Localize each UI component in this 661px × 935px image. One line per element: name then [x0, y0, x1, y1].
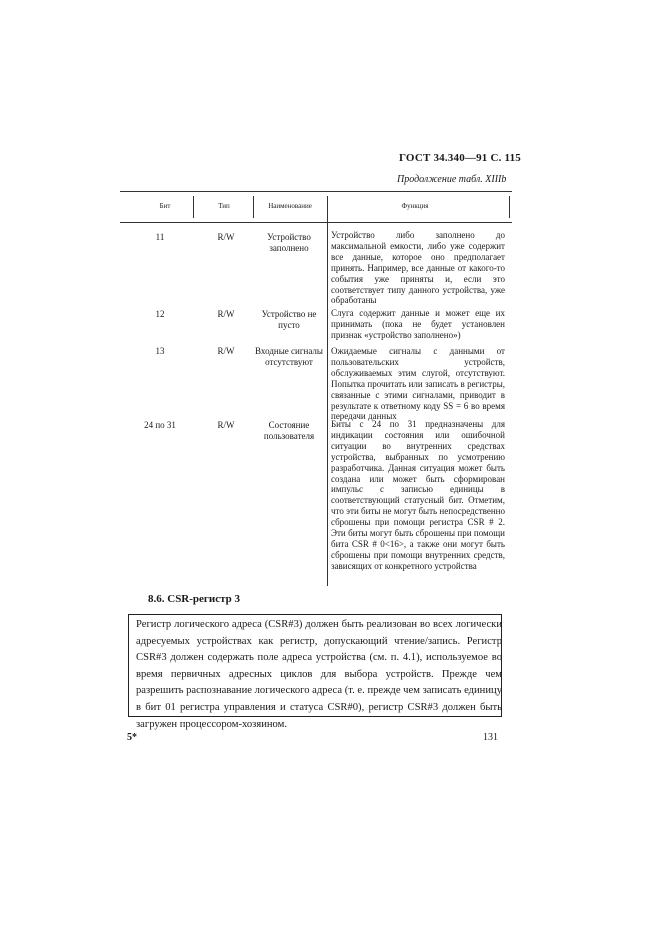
- column-divider: [253, 196, 254, 218]
- table-cell-function: Слуга содержит данные и может еще их принимать (пока не будет установлен признак «устройство заполнено»): [331, 308, 505, 340]
- table-cell-bit: 13: [155, 346, 165, 356]
- section-paragraph: Регистр логического адреса (CSR#3) должен быть реализован во всех логически адресуемых устройствах как регистр, допускающий чтение/запись. Регистр CSR#3 должен содержать поле адреса устройства (см. п. 4.1), используемое во время первичных адресных циклов для выбора устройств. Прежде чем разрешить распознавание логического адреса (т. е. прежде чем записать единицу в бит 01 регистра управления и статуса CSR#0), регистр CSR#3 должен быть загружен процессором-хозяином.: [136, 619, 502, 730]
- column-divider: [193, 196, 194, 218]
- table-cell-name: Устройство заполнено: [267, 232, 311, 253]
- table-cell-type: R/W: [217, 420, 235, 430]
- table-cell-type: R/W: [217, 346, 235, 356]
- table-cell-bit: 11: [155, 232, 165, 242]
- column-divider: [327, 196, 328, 586]
- table-cell-name: Состояние пользователя: [263, 420, 315, 441]
- table-cell-bit: 24 по 31: [144, 420, 176, 430]
- table-continuation-label: Продолжение табл. XIIIb: [397, 174, 507, 185]
- column-divider: [509, 196, 510, 218]
- signature-mark: 5*: [127, 732, 137, 743]
- table-cell-type: R/W: [217, 232, 235, 242]
- page-number: 131: [483, 732, 498, 743]
- column-header-bit: Бит: [159, 202, 171, 210]
- table-cell-name: Устройство не пусто: [261, 309, 317, 330]
- table-cell-bit: 12: [155, 309, 165, 319]
- table-cell-name: Входные сигналы отсутствуют: [255, 346, 323, 367]
- table-cell-function: Устройство либо заполнено до максимальной емкости, либо уже содержит все данные, которое оно предполагает принять. Например, все данные от какого-то события уже приняты и, если это соответствует типу данного устройства, уже обработаны: [331, 230, 505, 306]
- table-top-rule: [120, 191, 512, 192]
- column-header-name: Наименование: [268, 202, 312, 210]
- document-reference: ГОСТ 34.340—91 С. 115: [399, 152, 521, 164]
- section-heading: 8.6. CSR-регистр 3: [148, 593, 241, 605]
- table-cell-function: Биты с 24 по 31 предназначены для индикации состояния или ошибочной ситуации во внутренних средствах устройства, выбранных по усмотрению разработчика. Данная ситуация может быть создана или может быть сформирован импульс с записью единицы в соответствующий статусный бит. Отметим, что эти биты не могут быть непосредственно сброшены при помощи регистра CSR # 2. Эти биты могут быть сброшены при помощи бита CSR # 0<16>, а также они могут быть сброшены при помощи внутренних средств, зависящих от конкретного устройства: [331, 419, 505, 571]
- table-cell-type: R/W: [217, 309, 235, 319]
- column-header-function: Функция: [401, 202, 429, 210]
- table-header-rule: [120, 222, 512, 223]
- table-cell-function: Ожидаемые сигналы с данными от пользовательских устройств, обслуживаемых этим слугой, отсутствуют. Попытка прочитать или записать в регистры, связанные с этими сигналами, приводит в результате к ответному коду SS = 6 во время передачи данных: [331, 346, 505, 422]
- column-header-type: Тип: [218, 202, 230, 210]
